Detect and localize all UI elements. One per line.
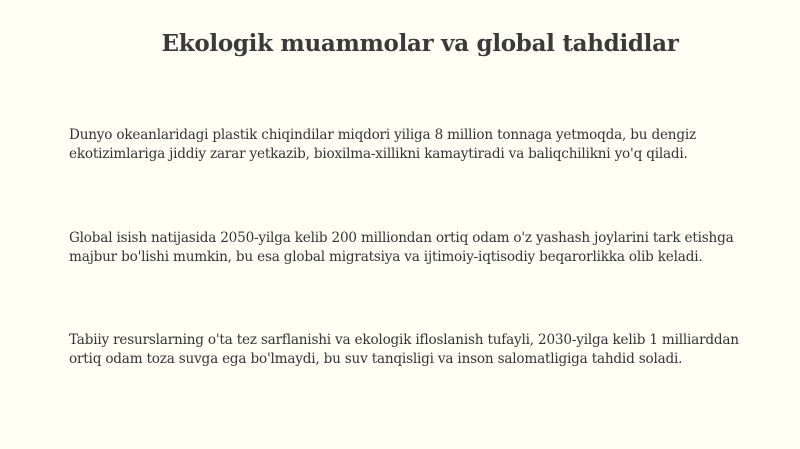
paragraph-water-scarcity: Tabiiy resurslarning o'ta tez sarflanishi va ekologik ifloslanish tufayli, 2030-yilga kelib 1 milliarddan ortiq odam toza suvga ega bo'lmaydi, bu suv tanqisligi va inson salomatligiga tahdid soladi.	[69, 332, 739, 367]
paragraph-plastic-waste: Dunyo okeanlaridagi plastik chiqindilar miqdori yiliga 8 million tonnaga yetmoqda, bu dengiz ekotizimlariga jiddiy zarar yetkazib, bioxilma-xillikni kamaytiradi va baliqchilikni yo'q qiladi.	[69, 127, 696, 162]
slide-title: Ekologik muammolar va global tahdidlar	[161, 30, 679, 57]
paragraph-global-warming: Global isish natijasida 2050-yilga kelib 200 milliondan ortiq odam o'z yashash joylarini tark etishga majbur bo'lishi mumkin, bu esa global migratsiya va ijtimoiy-iqtisodiy beqarorlikka olib keladi.	[69, 230, 734, 265]
